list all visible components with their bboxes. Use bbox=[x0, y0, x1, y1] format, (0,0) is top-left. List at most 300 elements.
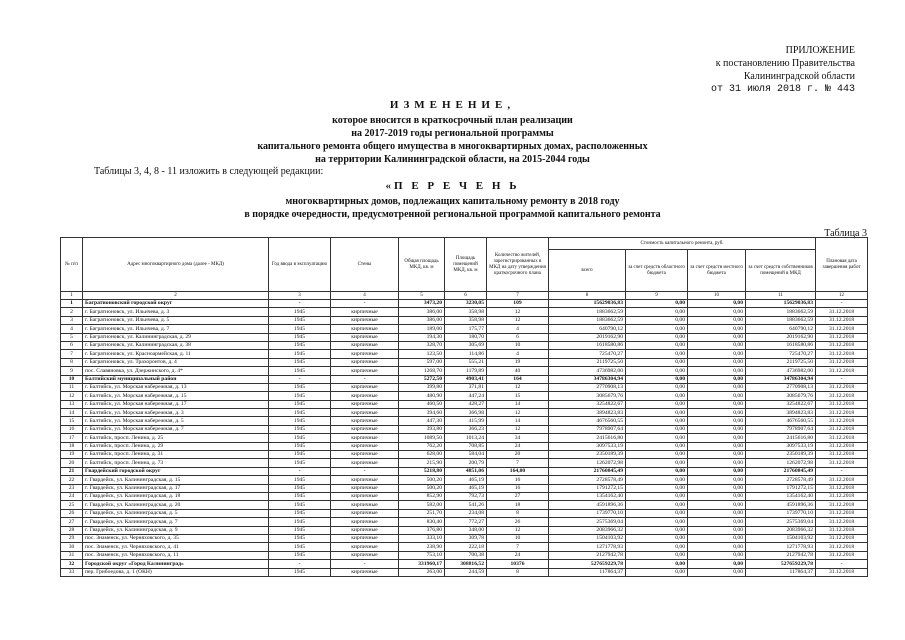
row-cost-owners: 527659229,78 bbox=[746, 560, 816, 568]
row-cost-owners: 1262072,98 bbox=[746, 459, 816, 467]
row-cost-total: 3097533,19 bbox=[549, 442, 626, 450]
row-residents: 15 bbox=[487, 392, 549, 400]
column-number: 8 bbox=[549, 292, 626, 300]
row-cost-local: 0,00 bbox=[688, 560, 746, 568]
row-num: 22 bbox=[61, 476, 83, 484]
row-cost-local: 0,00 bbox=[688, 484, 746, 492]
row-total-area: 1268,70 bbox=[399, 367, 445, 375]
row-walls: кирпичные bbox=[331, 434, 399, 442]
row-cost-total: 4676560,55 bbox=[549, 417, 626, 425]
row-walls: кирпичные bbox=[331, 534, 399, 542]
appendix-block bbox=[711, 44, 855, 96]
row-walls: - bbox=[331, 560, 399, 568]
row-walls: кирпичные bbox=[331, 526, 399, 534]
row-total-area: 628,00 bbox=[399, 451, 445, 459]
row-planned-date: 31.12.2018 bbox=[816, 501, 868, 509]
row-cost-local: 0,00 bbox=[688, 316, 746, 324]
row-total-area: 753,10 bbox=[399, 551, 445, 559]
row-num: 16 bbox=[61, 425, 83, 433]
row-cost-local: 0,00 bbox=[688, 400, 746, 408]
table-row bbox=[61, 417, 868, 425]
row-cost-local: 0,00 bbox=[688, 367, 746, 375]
row-num: 26 bbox=[61, 509, 83, 517]
row-cost-local: 0,00 bbox=[688, 350, 746, 358]
row-address: г. Балтийск, ул. Морская набережная, д. 5 bbox=[83, 417, 269, 425]
row-cost-local: 0,00 bbox=[688, 325, 746, 333]
row-cost-regional: 0,00 bbox=[626, 341, 688, 349]
row-num: 9 bbox=[61, 367, 83, 375]
row-planned-date: 31.12.2018 bbox=[816, 383, 868, 391]
appendix-line2: к постановлению Правительства bbox=[715, 58, 855, 69]
row-year: 1945 bbox=[269, 425, 331, 433]
row-walls: - bbox=[331, 467, 399, 475]
row-living-area: 348,00 bbox=[445, 526, 487, 534]
row-cost-local: 0,00 bbox=[688, 434, 746, 442]
row-living-area: 4903,41 bbox=[445, 375, 487, 383]
row-cost-regional: 0,00 bbox=[626, 476, 688, 484]
column-number: 10 bbox=[688, 292, 746, 300]
intro-text: Таблицы 3, 4, 8 - 11 изложить в следующей редакции: bbox=[94, 166, 324, 177]
row-cost-total: 117864,37 bbox=[549, 568, 626, 576]
row-planned-date: 31.12.2018 bbox=[816, 442, 868, 450]
row-cost-regional: 0,00 bbox=[626, 560, 688, 568]
row-num: 24 bbox=[61, 492, 83, 500]
row-cost-owners: 2415616,80 bbox=[746, 434, 816, 442]
row-cost-local: 0,00 bbox=[688, 451, 746, 459]
row-address: Городской округ «Город Калининград» bbox=[83, 560, 269, 568]
row-residents: 12 bbox=[487, 526, 549, 534]
row-year: - bbox=[269, 300, 331, 308]
row-walls: кирпичные bbox=[331, 501, 399, 509]
row-cost-regional: 0,00 bbox=[626, 333, 688, 341]
row-address: г. Гвардейск, ул. Калининградская, д. 7 bbox=[83, 518, 269, 526]
table-row bbox=[61, 568, 868, 576]
row-address: пос. Знаменск, ул. Черняховского, д. 11 bbox=[83, 551, 269, 559]
row-total-area: 194,30 bbox=[399, 333, 445, 341]
row-planned-date: 31.12.2018 bbox=[816, 409, 868, 417]
row-planned-date: 31.12.2018 bbox=[816, 316, 868, 324]
row-year: 1945 bbox=[269, 568, 331, 576]
row-total-area: 500,20 bbox=[399, 484, 445, 492]
row-total-area: 333,10 bbox=[399, 534, 445, 542]
row-cost-total: 7978907,64 bbox=[549, 425, 626, 433]
row-year: 1945 bbox=[269, 492, 331, 500]
row-residents: 12 bbox=[487, 425, 549, 433]
table-row bbox=[61, 300, 868, 308]
row-walls: кирпичные bbox=[331, 325, 399, 333]
row-address: г. Балтийск, просп. Ленина, д. 73 bbox=[83, 459, 269, 467]
row-cost-local: 0,00 bbox=[688, 492, 746, 500]
row-living-area: 180,70 bbox=[445, 333, 487, 341]
row-year: 1945 bbox=[269, 316, 331, 324]
row-address: г. Балтийск, ул. Морская набережная, д. 13 bbox=[83, 383, 269, 391]
row-address: г. Гвардейск, ул. Калининградская, д. 20 bbox=[83, 501, 269, 509]
row-cost-regional: 0,00 bbox=[626, 358, 688, 366]
row-planned-date: - bbox=[816, 467, 868, 475]
row-living-area: 305,69 bbox=[445, 341, 487, 349]
row-cost-total: 34786304,94 bbox=[549, 375, 626, 383]
row-cost-regional: 0,00 bbox=[626, 392, 688, 400]
appendix-line3: Калининградской области bbox=[743, 71, 855, 82]
row-cost-total: 1271778,93 bbox=[549, 543, 626, 551]
row-living-area: 447,24 bbox=[445, 392, 487, 400]
row-cost-owners: 2575369,04 bbox=[746, 518, 816, 526]
row-living-area: 308816,52 bbox=[445, 560, 487, 568]
row-living-area: 555,21 bbox=[445, 358, 487, 366]
row-cost-owners: 1504103,92 bbox=[746, 534, 816, 542]
row-living-area: 1013,24 bbox=[445, 434, 487, 442]
table-row bbox=[61, 459, 868, 467]
row-cost-total: 2127942,78 bbox=[549, 551, 626, 559]
row-address: пер. Грибоедова, д. 1 (ОКН) bbox=[83, 568, 269, 576]
row-residents: 109 bbox=[487, 300, 549, 308]
row-year: 1945 bbox=[269, 350, 331, 358]
row-num: 20 bbox=[61, 459, 83, 467]
repair-table bbox=[60, 237, 868, 577]
row-cost-local: 0,00 bbox=[688, 300, 746, 308]
table-row bbox=[61, 308, 868, 316]
row-cost-total: 2575369,04 bbox=[549, 518, 626, 526]
row-living-area: 358,98 bbox=[445, 316, 487, 324]
row-address: г. Гвардейск, ул. Калининградская, д. 9 bbox=[83, 526, 269, 534]
column-number: 12 bbox=[816, 292, 868, 300]
row-cost-owners: 34786304,94 bbox=[746, 375, 816, 383]
row-cost-owners: 640790,12 bbox=[746, 325, 816, 333]
row-cost-local: 0,00 bbox=[688, 358, 746, 366]
row-num: 7 bbox=[61, 350, 83, 358]
header-planned-date: Плановая дата завершения работ bbox=[816, 238, 868, 292]
row-cost-total: 1618580,86 bbox=[549, 341, 626, 349]
row-planned-date: 31.12.2018 bbox=[816, 492, 868, 500]
row-walls: кирпичные bbox=[331, 484, 399, 492]
row-year: 1945 bbox=[269, 551, 331, 559]
row-living-area: 584,04 bbox=[445, 451, 487, 459]
row-cost-owners: 2770908,13 bbox=[746, 383, 816, 391]
table-row bbox=[61, 409, 868, 417]
row-planned-date: 31.12.2018 bbox=[816, 325, 868, 333]
row-total-area: 386,00 bbox=[399, 308, 445, 316]
row-cost-regional: 0,00 bbox=[626, 568, 688, 576]
row-year: 1945 bbox=[269, 501, 331, 509]
row-living-area: 175,77 bbox=[445, 325, 487, 333]
row-address: пос. Знаменск, ул. Черняховского, д. 35 bbox=[83, 534, 269, 542]
row-total-area: 263,00 bbox=[399, 568, 445, 576]
row-cost-total: 1883662,59 bbox=[549, 308, 626, 316]
row-year: 1945 bbox=[269, 442, 331, 450]
row-year: 1945 bbox=[269, 341, 331, 349]
list-title-line-2: в порядке очередности, предусмотренной региональной программой капитального ремонта bbox=[244, 209, 661, 220]
row-cost-total: 1262072,98 bbox=[549, 459, 626, 467]
row-address: г. Гвардейск, ул. Калининградская, д. 5 bbox=[83, 509, 269, 517]
row-cost-owners: 2127942,78 bbox=[746, 551, 816, 559]
row-address: г. Багратионовск, ул. Ильичева, д. 7 bbox=[83, 325, 269, 333]
row-residents: 26 bbox=[487, 518, 549, 526]
row-address: г. Балтийск, ул. Морская набережная, д. 17 bbox=[83, 400, 269, 408]
row-total-area: 447,30 bbox=[399, 417, 445, 425]
row-total-area: 386,00 bbox=[399, 316, 445, 324]
row-walls: кирпичные bbox=[331, 451, 399, 459]
row-cost-owners: 1354162,40 bbox=[746, 492, 816, 500]
row-planned-date: - bbox=[816, 560, 868, 568]
table-row bbox=[61, 451, 868, 459]
column-number: 5 bbox=[399, 292, 445, 300]
header-residents: Количество жителей, зарегистрированных в МКД на дату утверждения краткосрочного плана bbox=[487, 238, 549, 292]
row-walls: кирпичные bbox=[331, 409, 399, 417]
row-residents: 27 bbox=[487, 492, 549, 500]
row-living-area: 700,38 bbox=[445, 551, 487, 559]
row-walls: кирпичные bbox=[331, 492, 399, 500]
row-num: 8 bbox=[61, 358, 83, 366]
row-walls: кирпичные bbox=[331, 442, 399, 450]
column-number: 11 bbox=[746, 292, 816, 300]
row-address: г. Багратионовск, ул. Красноармейская, д. 11 bbox=[83, 350, 269, 358]
table-row bbox=[61, 325, 868, 333]
row-cost-regional: 0,00 bbox=[626, 484, 688, 492]
header-walls: Стены bbox=[331, 238, 399, 292]
row-total-area: 5218,80 bbox=[399, 467, 445, 475]
row-cost-regional: 0,00 bbox=[626, 534, 688, 542]
row-num: 12 bbox=[61, 392, 83, 400]
row-living-area: 465,19 bbox=[445, 484, 487, 492]
row-num: 1 bbox=[61, 300, 83, 308]
table-row bbox=[61, 476, 868, 484]
row-walls: кирпичные bbox=[331, 568, 399, 576]
row-living-area: 358,98 bbox=[445, 308, 487, 316]
row-walls: кирпичные bbox=[331, 459, 399, 467]
row-address: Багратионовский городской округ bbox=[83, 300, 269, 308]
row-cost-owners: 21760845,49 bbox=[746, 467, 816, 475]
row-year: 1945 bbox=[269, 484, 331, 492]
row-cost-owners: 4676560,55 bbox=[746, 417, 816, 425]
row-address: Балтийский муниципальный район bbox=[83, 375, 269, 383]
row-year: 1945 bbox=[269, 417, 331, 425]
row-cost-owners: 3254822,67 bbox=[746, 400, 816, 408]
row-residents: 20 bbox=[487, 451, 549, 459]
row-cost-regional: 0,00 bbox=[626, 316, 688, 324]
row-cost-local: 0,00 bbox=[688, 509, 746, 517]
row-num: 25 bbox=[61, 501, 83, 509]
row-planned-date: 31.12.2018 bbox=[816, 358, 868, 366]
header-total-area: Общая площадь МКД, кв. м bbox=[399, 238, 445, 292]
row-num: 28 bbox=[61, 526, 83, 534]
table-row bbox=[61, 518, 868, 526]
row-address: г. Гвардейск, ул. Калининградская, д. 15 bbox=[83, 476, 269, 484]
column-number: 4 bbox=[331, 292, 399, 300]
row-cost-owners: 7978907,64 bbox=[746, 425, 816, 433]
row-cost-regional: 0,00 bbox=[626, 442, 688, 450]
table-row bbox=[61, 526, 868, 534]
list-heading: «П Е Р Е Ч Е Н Ь bbox=[385, 180, 520, 192]
row-cost-local: 0,00 bbox=[688, 383, 746, 391]
row-total-area: 215,90 bbox=[399, 459, 445, 467]
column-number: 7 bbox=[487, 292, 549, 300]
row-walls: кирпичные bbox=[331, 358, 399, 366]
row-planned-date: 31.12.2018 bbox=[816, 425, 868, 433]
row-year: 1945 bbox=[269, 333, 331, 341]
header-owners: за счет средств собственников помещений в МКД bbox=[746, 250, 816, 292]
row-residents: 8 bbox=[487, 509, 549, 517]
row-cost-total: 2728578,49 bbox=[549, 476, 626, 484]
row-living-area: 428,27 bbox=[445, 400, 487, 408]
row-living-area: 541,26 bbox=[445, 501, 487, 509]
row-walls: кирпичные bbox=[331, 425, 399, 433]
row-cost-total: 1791272,15 bbox=[549, 484, 626, 492]
row-num: 15 bbox=[61, 417, 83, 425]
row-total-area: 582,00 bbox=[399, 501, 445, 509]
row-cost-local: 0,00 bbox=[688, 392, 746, 400]
row-cost-local: 0,00 bbox=[688, 417, 746, 425]
row-residents: 24 bbox=[487, 442, 549, 450]
row-living-area: 772,27 bbox=[445, 518, 487, 526]
row-cost-local: 0,00 bbox=[688, 375, 746, 383]
row-cost-regional: 0,00 bbox=[626, 459, 688, 467]
row-residents: 6 bbox=[487, 333, 549, 341]
row-cost-local: 0,00 bbox=[688, 551, 746, 559]
row-cost-local: 0,00 bbox=[688, 501, 746, 509]
row-cost-regional: 0,00 bbox=[626, 367, 688, 375]
row-walls: кирпичные bbox=[331, 518, 399, 526]
row-cost-regional: 0,00 bbox=[626, 350, 688, 358]
row-planned-date: 31.12.2018 bbox=[816, 518, 868, 526]
row-walls: - bbox=[331, 375, 399, 383]
row-residents: 16 bbox=[487, 476, 549, 484]
row-num: 6 bbox=[61, 341, 83, 349]
row-cost-regional: 0,00 bbox=[626, 417, 688, 425]
row-living-area: 415,99 bbox=[445, 417, 487, 425]
row-residents: 34 bbox=[487, 434, 549, 442]
row-planned-date: 31.12.2018 bbox=[816, 534, 868, 542]
row-cost-owners: 3085679,76 bbox=[746, 392, 816, 400]
row-walls: кирпичные bbox=[331, 308, 399, 316]
row-year: - bbox=[269, 375, 331, 383]
row-cost-owners: 2350189,39 bbox=[746, 451, 816, 459]
row-year: 1945 bbox=[269, 392, 331, 400]
row-cost-regional: 0,00 bbox=[626, 425, 688, 433]
row-residents: 10 bbox=[487, 341, 549, 349]
row-cost-regional: 0,00 bbox=[626, 543, 688, 551]
row-residents: 10376 bbox=[487, 560, 549, 568]
title-line-1: которое вносится в краткосрочный план реализации bbox=[332, 115, 573, 126]
row-num: 11 bbox=[61, 383, 83, 391]
row-cost-owners: 4736982,00 bbox=[746, 367, 816, 375]
row-planned-date: 31.12.2018 bbox=[816, 509, 868, 517]
row-residents: 164 bbox=[487, 375, 549, 383]
row-num: 32 bbox=[61, 560, 83, 568]
table-row bbox=[61, 375, 868, 383]
row-planned-date: 31.12.2018 bbox=[816, 400, 868, 408]
row-cost-local: 0,00 bbox=[688, 442, 746, 450]
row-year: 1945 bbox=[269, 543, 331, 551]
row-cost-owners: 725470,27 bbox=[746, 350, 816, 358]
row-cost-total: 2083966,32 bbox=[549, 526, 626, 534]
table-row bbox=[61, 392, 868, 400]
row-cost-owners: 117864,37 bbox=[746, 568, 816, 576]
row-num: 19 bbox=[61, 451, 83, 459]
row-cost-total: 2119725,50 bbox=[549, 358, 626, 366]
row-cost-local: 0,00 bbox=[688, 308, 746, 316]
row-total-area: 328,70 bbox=[399, 341, 445, 349]
row-cost-local: 0,00 bbox=[688, 341, 746, 349]
row-cost-regional: 0,00 bbox=[626, 492, 688, 500]
column-number: 3 bbox=[269, 292, 331, 300]
row-residents: 10 bbox=[487, 534, 549, 542]
row-residents: 12 bbox=[487, 316, 549, 324]
row-cost-owners: 15629036,83 bbox=[746, 300, 816, 308]
row-year: - bbox=[269, 560, 331, 568]
row-cost-local: 0,00 bbox=[688, 409, 746, 417]
appendix-title: ПРИЛОЖЕНИЕ bbox=[785, 45, 855, 56]
row-cost-local: 0,00 bbox=[688, 476, 746, 484]
row-living-area: 371,81 bbox=[445, 383, 487, 391]
table-row bbox=[61, 367, 868, 375]
row-residents: 4 bbox=[487, 350, 549, 358]
row-cost-owners: 1271778,93 bbox=[746, 543, 816, 551]
title-line-4: на территории Калининградской области, на 2015-2044 годы bbox=[315, 154, 590, 165]
row-cost-total: 15629036,83 bbox=[549, 300, 626, 308]
row-cost-regional: 0,00 bbox=[626, 383, 688, 391]
row-num: 30 bbox=[61, 543, 83, 551]
row-residents: 12 bbox=[487, 383, 549, 391]
row-residents: 24 bbox=[487, 551, 549, 559]
row-cost-total: 1504103,92 bbox=[549, 534, 626, 542]
column-number: 1 bbox=[61, 292, 83, 300]
row-total-area: 480,90 bbox=[399, 392, 445, 400]
row-total-area: 399,80 bbox=[399, 383, 445, 391]
row-walls: кирпичные bbox=[331, 383, 399, 391]
row-cost-owners: 1883662,59 bbox=[746, 308, 816, 316]
row-living-area: 3230,05 bbox=[445, 300, 487, 308]
row-address: г. Балтийск, ул. Морская набережная, д. 3 bbox=[83, 409, 269, 417]
table-row bbox=[61, 509, 868, 517]
row-address: г. Багратионовск, ул. Ильичева, д. 5 bbox=[83, 316, 269, 324]
column-number: 9 bbox=[626, 292, 688, 300]
row-total-area: 762,20 bbox=[399, 442, 445, 450]
row-cost-local: 0,00 bbox=[688, 425, 746, 433]
row-walls: - bbox=[331, 300, 399, 308]
column-number: 6 bbox=[445, 292, 487, 300]
row-cost-regional: 0,00 bbox=[626, 400, 688, 408]
row-cost-regional: 0,00 bbox=[626, 325, 688, 333]
row-planned-date: 31.12.2018 bbox=[816, 367, 868, 375]
row-address: пос. Знаменск, ул. Черняховского, д. 41 bbox=[83, 543, 269, 551]
row-residents: 8 bbox=[487, 568, 549, 576]
table-row bbox=[61, 442, 868, 450]
appendix-decree-number: от 31 июля 2018 г. № 443 bbox=[710, 84, 855, 95]
column-number: 2 bbox=[83, 292, 269, 300]
row-cost-regional: 0,00 bbox=[626, 526, 688, 534]
row-year: 1945 bbox=[269, 383, 331, 391]
row-year: 1945 bbox=[269, 534, 331, 542]
table-row bbox=[61, 501, 868, 509]
row-cost-owners: 4591896,36 bbox=[746, 501, 816, 509]
row-planned-date: 31.12.2018 bbox=[816, 451, 868, 459]
row-walls: кирпичные bbox=[331, 543, 399, 551]
row-total-area: 3473,20 bbox=[399, 300, 445, 308]
row-planned-date: 31.12.2018 bbox=[816, 341, 868, 349]
row-planned-date: 31.12.2018 bbox=[816, 568, 868, 576]
header-num: № п/п bbox=[61, 238, 83, 292]
row-address: г. Балтийск, просп. Ленина, д. 31 bbox=[83, 451, 269, 459]
row-cost-local: 0,00 bbox=[688, 543, 746, 551]
row-cost-local: 0,00 bbox=[688, 518, 746, 526]
row-walls: кирпичные bbox=[331, 367, 399, 375]
row-year: 1945 bbox=[269, 476, 331, 484]
row-walls: кирпичные bbox=[331, 316, 399, 324]
row-year: 1945 bbox=[269, 400, 331, 408]
row-total-area: 1089,50 bbox=[399, 434, 445, 442]
row-living-area: 4851,06 bbox=[445, 467, 487, 475]
row-cost-owners: 2119725,50 bbox=[746, 358, 816, 366]
